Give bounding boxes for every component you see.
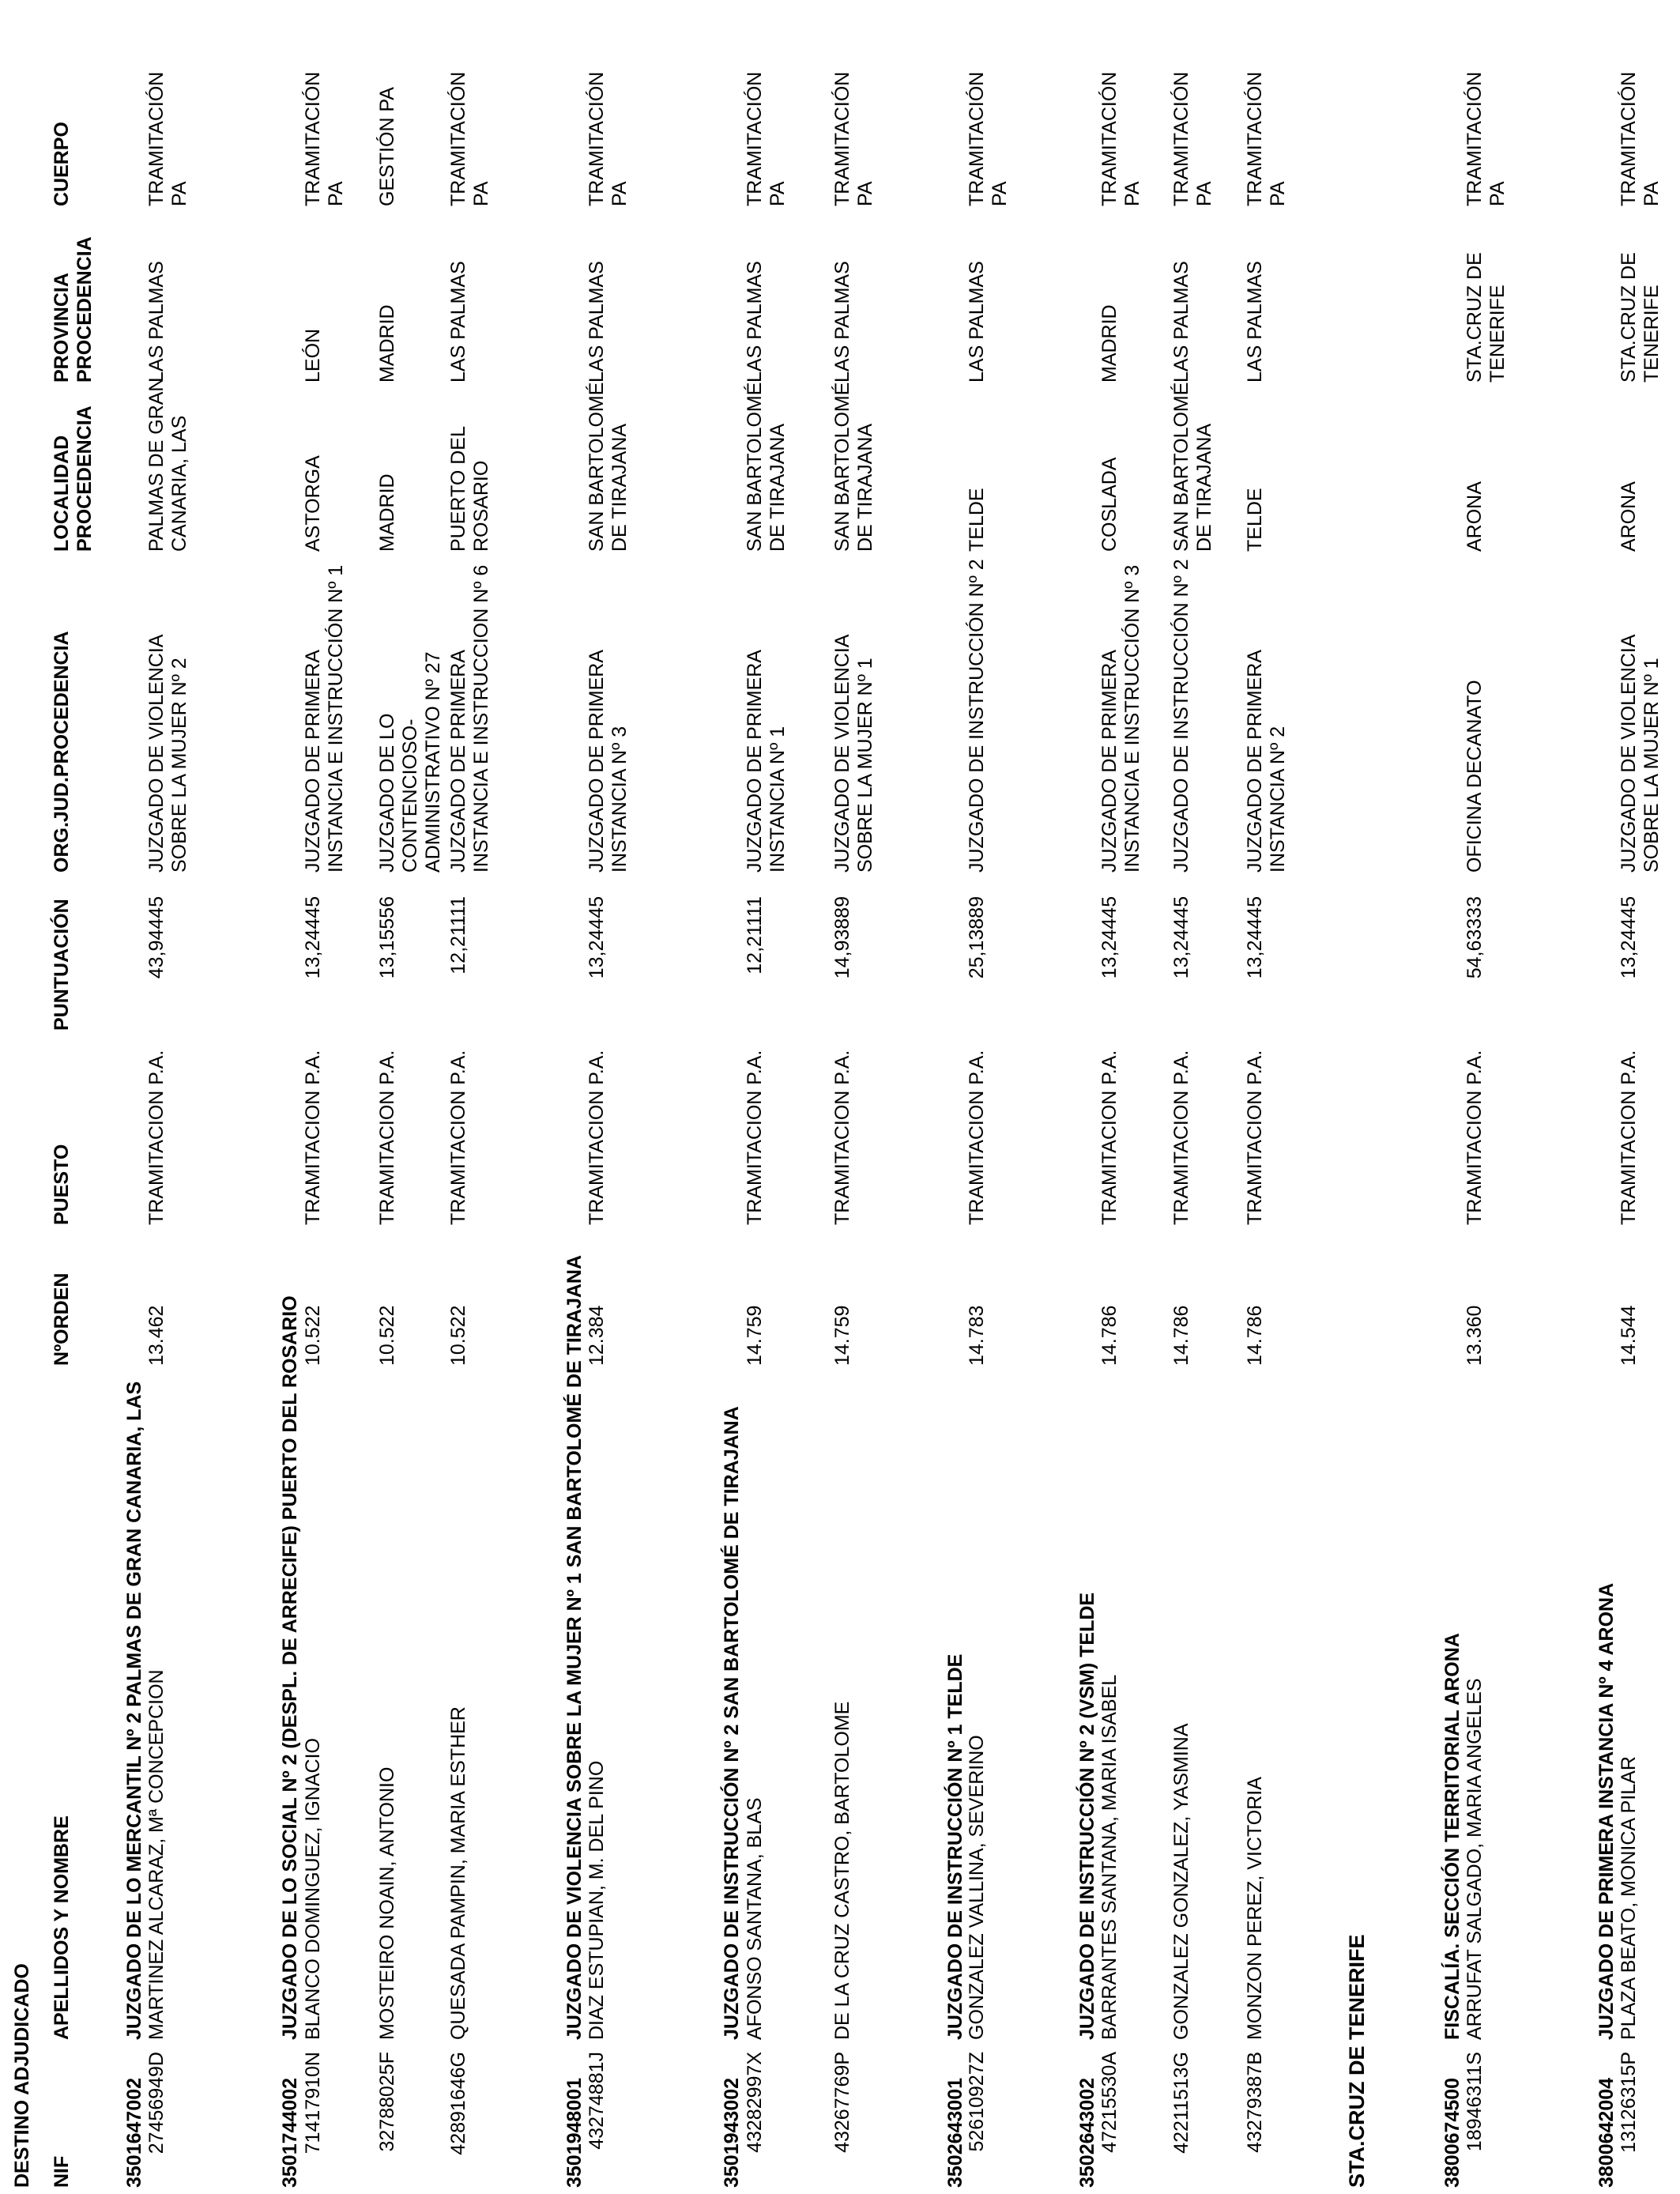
cell-nif: 71417910N (302, 2052, 324, 2154)
col-header-org: ORG.JUD.PROCEDENCIA (51, 631, 73, 873)
cell-provincia: LEÓN (302, 328, 324, 383)
cell-org: JUZGADO DE PRIMERA INSTANCIA Nº 3 (586, 650, 631, 873)
cell-org: JUZGADO DE PRIMERA INSTANCIA E INSTRUCCIÓN Nº 1 (302, 564, 347, 873)
cell-puesto: TRAMITACION P.A. (744, 1050, 766, 1225)
cell-org: JUZGADO DE PRIMERA INSTANCIA E INSTRUCCIÓN Nº 3 (1098, 564, 1143, 873)
col-header-nombre: APELLIDOS Y NOMBRE (51, 1815, 73, 2040)
cell-nombre: DE LA CRUZ CASTRO, BARTOLOME (831, 1701, 853, 2040)
col-header-orden: NºORDEN (51, 1272, 73, 1366)
destination-title: JUZGADO DE INSTRUCCIÓN Nº 2 (VSM) TELDE (1076, 1592, 1098, 2040)
destination-code: 3501943002 (721, 2077, 743, 2188)
cell-localidad: SAN BARTOLOMÉ DE TIRAJANA (831, 382, 876, 552)
cell-provincia: LAS PALMAS (447, 261, 469, 383)
cell-org: OFICINA DECANATO (1463, 680, 1486, 873)
cell-puesto: TRAMITACION P.A. (1170, 1050, 1192, 1225)
cell-nombre: BARRANTES SANTANA, MARIA ISABEL (1098, 1674, 1121, 2040)
col-header-cuerpo: CUERPO (51, 122, 73, 206)
destination-code: 3501948001 (563, 2077, 586, 2188)
cell-cuerpo: TRAMITACIÓN PA (1463, 71, 1509, 206)
cell-org: JUZGADO DE VIOLENCIA SOBRE LA MUJER Nº 2 (145, 634, 190, 873)
cell-nombre: MOSTEIRO NOAIN, ANTONIO (376, 1766, 398, 2040)
cell-puesto: TRAMITACION P.A. (966, 1050, 988, 1225)
cell-nombre: BLANCO DOMINGUEZ, IGNACIO (302, 1738, 324, 2040)
cell-nif: 42891646G (447, 2052, 469, 2155)
cell-provincia: LAS PALMAS (831, 261, 853, 383)
destination-title: FISCALÍA. SECCIÓN TERRITORIAL ARONA (1441, 1633, 1463, 2040)
cell-nombre: GONZALEZ VALLINA, SEVERINO (966, 1735, 988, 2040)
cell-localidad: ARONA (1618, 481, 1640, 552)
cell-puntuacion: 43,94445 (145, 896, 168, 979)
cell-provincia: MADRID (376, 304, 398, 383)
destination-title: JUZGADO DE VIOLENCIA SOBRE LA MUJER Nº 1 SAN BARTOLOMÉ DE TIRAJANA (563, 1254, 586, 2040)
cell-cuerpo: GESTIÓN PA (376, 87, 398, 206)
destination-code: 3502643001 (944, 2077, 966, 2188)
cell-localidad: SAN BARTOLOMÉ DE TIRAJANA (1170, 382, 1215, 552)
cell-provincia: LAS PALMAS (145, 261, 168, 383)
cell-nif: 13126315P (1618, 2052, 1640, 2153)
cell-provincia: STA.CRUZ DE TENERIFE (1463, 252, 1509, 383)
cell-nombre: GONZALEZ GONZALEZ, YASMINA (1170, 1723, 1192, 2040)
cell-cuerpo: TRAMITACIÓN PA (1244, 71, 1289, 206)
cell-puntuacion: 13,24445 (1170, 896, 1192, 979)
destination-title: JUZGADO DE PRIMERA INSTANCIA Nº 4 ARONA (1595, 1582, 1618, 2040)
cell-localidad: COSLADA (1098, 457, 1121, 552)
cell-nif: 18946311S (1463, 2052, 1486, 2152)
cell-puntuacion: 13,24445 (1244, 896, 1266, 979)
cell-cuerpo: TRAMITACIÓN PA (145, 71, 190, 206)
col-header-provincia: PROVINCIA PROCEDENCIA (51, 236, 96, 383)
cell-orden: 14.786 (1244, 1305, 1266, 1366)
cell-puesto: TRAMITACION P.A. (302, 1050, 324, 1225)
cell-orden: 14.783 (966, 1305, 988, 1366)
cell-cuerpo: TRAMITACIÓN PA (586, 71, 631, 206)
cell-nif: 43279387B (1244, 2052, 1266, 2153)
cell-orden: 10.522 (376, 1305, 398, 1366)
cell-orden: 14.786 (1098, 1305, 1121, 1366)
cell-nombre: DIAZ ESTUPIAN, M. DEL PINO (586, 1760, 608, 2040)
cell-cuerpo: TRAMITACIÓN PA (302, 71, 347, 206)
cell-puntuacion: 12,21111 (744, 896, 766, 974)
cell-org: JUZGADO DE INSTRUCCIÓN Nº 2 (966, 559, 988, 873)
cell-localidad: PUERTO DEL ROSARIO (447, 426, 492, 552)
destination-title: JUZGADO DE INSTRUCCIÓN Nº 1 TELDE (944, 1653, 966, 2040)
cell-orden: 13.360 (1463, 1305, 1486, 1366)
destination-title: JUZGADO DE LO MERCANTIL Nº 2 PALMAS DE GRAN CANARIA, LAS (123, 1381, 145, 2040)
cell-localidad: ASTORGA (302, 455, 324, 552)
cell-localidad: TELDE (1244, 488, 1266, 552)
cell-puntuacion: 13,24445 (1098, 896, 1121, 979)
cell-provincia: LAS PALMAS (744, 261, 766, 383)
cell-provincia: LAS PALMAS (1170, 261, 1192, 383)
cell-puntuacion: 13,15556 (376, 896, 398, 979)
cell-puntuacion: 13,24445 (302, 896, 324, 979)
cell-cuerpo: TRAMITACIÓN PA (1170, 71, 1215, 206)
cell-provincia: LAS PALMAS (586, 261, 608, 383)
cell-puesto: TRAMITACION P.A. (1618, 1050, 1640, 1225)
cell-orden: 13.462 (145, 1305, 168, 1366)
destination-title: JUZGADO DE INSTRUCCIÓN Nº 2 SAN BARTOLOMÉ DE TIRAJANA (721, 1406, 743, 2040)
cell-orden: 14.544 (1618, 1305, 1640, 1366)
cell-puesto: TRAMITACION P.A. (376, 1050, 398, 1225)
cell-nif: 32788025F (376, 2052, 398, 2152)
destination-code: 3501647002 (123, 2077, 145, 2188)
cell-org: JUZGADO DE PRIMERA INSTANCIA Nº 1 (744, 650, 789, 873)
cell-cuerpo: TRAMITACIÓN PA (966, 71, 1011, 206)
cell-puntuacion: 54,63333 (1463, 896, 1486, 979)
cell-puntuacion: 13,24445 (586, 896, 608, 979)
destination-title: JUZGADO DE LO SOCIAL Nº 2 (DESPL. DE ARRECIFE) PUERTO DEL ROSARIO (279, 1295, 301, 2040)
cell-puntuacion: 12,21111 (447, 896, 469, 974)
cell-localidad: TELDE (966, 488, 988, 552)
destination-code: 3800674500 (1441, 2077, 1463, 2188)
cell-provincia: STA.CRUZ DE TENERIFE (1618, 252, 1663, 383)
cell-cuerpo: TRAMITACIÓN PA (1098, 71, 1143, 206)
cell-org: JUZGADO DE PRIMERA INSTANCIA Nº 2 (1244, 650, 1289, 873)
cell-orden: 14.786 (1170, 1305, 1192, 1366)
cell-puesto: TRAMITACION P.A. (1244, 1050, 1266, 1225)
cell-puesto: TRAMITACION P.A. (1463, 1050, 1486, 1225)
cell-nif: 43274881J (586, 2052, 608, 2150)
cell-nombre: PLAZA BEATO, MONICA PILAR (1618, 1756, 1640, 2040)
cell-nombre: QUESADA PAMPIN, MARIA ESTHER (447, 1706, 469, 2040)
section-title: DESTINO ADJUDICADO (11, 1963, 33, 2188)
cell-nif: 47215530A (1098, 2052, 1121, 2153)
destination-code: 3502643002 (1076, 2077, 1098, 2188)
cell-org: JUZGADO DE LO CONTENCIOSO- ADMINISTRATIVO Nº 27 (376, 651, 444, 873)
cell-provincia: MADRID (1098, 304, 1121, 383)
cell-cuerpo: TRAMITACIÓN PA (1618, 71, 1663, 206)
cell-orden: 14.759 (744, 1305, 766, 1366)
col-header-nif: NIF (51, 2155, 73, 2188)
cell-nombre: MONZON PEREZ, VICTORIA (1244, 1777, 1266, 2040)
cell-puesto: TRAMITACION P.A. (586, 1050, 608, 1225)
cell-puesto: TRAMITACION P.A. (1098, 1050, 1121, 1225)
cell-orden: 10.522 (302, 1305, 324, 1366)
cell-localidad: PALMAS DE GRAN CANARIA, LAS (145, 377, 190, 552)
cell-org: JUZGADO DE VIOLENCIA SOBRE LA MUJER Nº 1 (1618, 634, 1663, 873)
cell-provincia: LAS PALMAS (966, 261, 988, 383)
cell-nif: 52610927Z (966, 2052, 988, 2152)
col-header-puntuacion: PUNTUACIÓN (51, 899, 73, 1031)
cell-orden: 10.522 (447, 1305, 469, 1366)
cell-cuerpo: TRAMITACIÓN PA (447, 71, 492, 206)
province-heading: STA.CRUZ DE TENERIFE (1345, 1934, 1369, 2188)
cell-nif: 43282997X (744, 2052, 766, 2153)
cell-orden: 14.759 (831, 1305, 853, 1366)
col-header-puesto: PUESTO (51, 1144, 73, 1225)
cell-nif: 27456949D (145, 2052, 168, 2154)
col-header-localidad: LOCALIDAD PROCEDENCIA (51, 405, 96, 552)
cell-cuerpo: TRAMITACIÓN PA (831, 71, 876, 206)
cell-cuerpo: TRAMITACIÓN PA (744, 71, 789, 206)
cell-localidad: SAN BARTOLOMÉ DE TIRAJANA (744, 382, 789, 552)
cell-puntuacion: 25,13889 (966, 896, 988, 979)
cell-orden: 12.384 (586, 1305, 608, 1366)
cell-org: JUZGADO DE VIOLENCIA SOBRE LA MUJER Nº 1 (831, 634, 876, 873)
cell-puesto: TRAMITACION P.A. (145, 1050, 168, 1225)
cell-nombre: AFONSO SANTANA, BLAS (744, 1797, 766, 2040)
cell-puesto: TRAMITACION P.A. (447, 1050, 469, 1225)
cell-localidad: MADRID (376, 473, 398, 552)
cell-puntuacion: 13,24445 (1618, 896, 1640, 979)
cell-nombre: MARTINEZ ALCARAZ, Mª CONCEPCION (145, 1669, 168, 2040)
cell-provincia: LAS PALMAS (1244, 261, 1266, 383)
cell-org: JUZGADO DE INSTRUCCIÓN Nº 2 (1170, 559, 1192, 873)
cell-puesto: TRAMITACION P.A. (831, 1050, 853, 1225)
cell-nif: 43267769P (831, 2052, 853, 2153)
cell-nif: 42211513G (1170, 2052, 1192, 2154)
cell-nombre: ARRUFAT SALGADO, MARIA ANGELES (1463, 1678, 1486, 2040)
destination-code: 3501744002 (279, 2077, 301, 2188)
cell-org: JUZGADO DE PRIMERA INSTANCIA E INSTRUCCION Nº 6 (447, 564, 492, 873)
destination-code: 3800642004 (1595, 2077, 1618, 2188)
cell-localidad: SAN BARTOLOMÉ DE TIRAJANA (586, 382, 631, 552)
cell-localidad: ARONA (1463, 481, 1486, 552)
cell-puntuacion: 14,93889 (831, 896, 853, 979)
